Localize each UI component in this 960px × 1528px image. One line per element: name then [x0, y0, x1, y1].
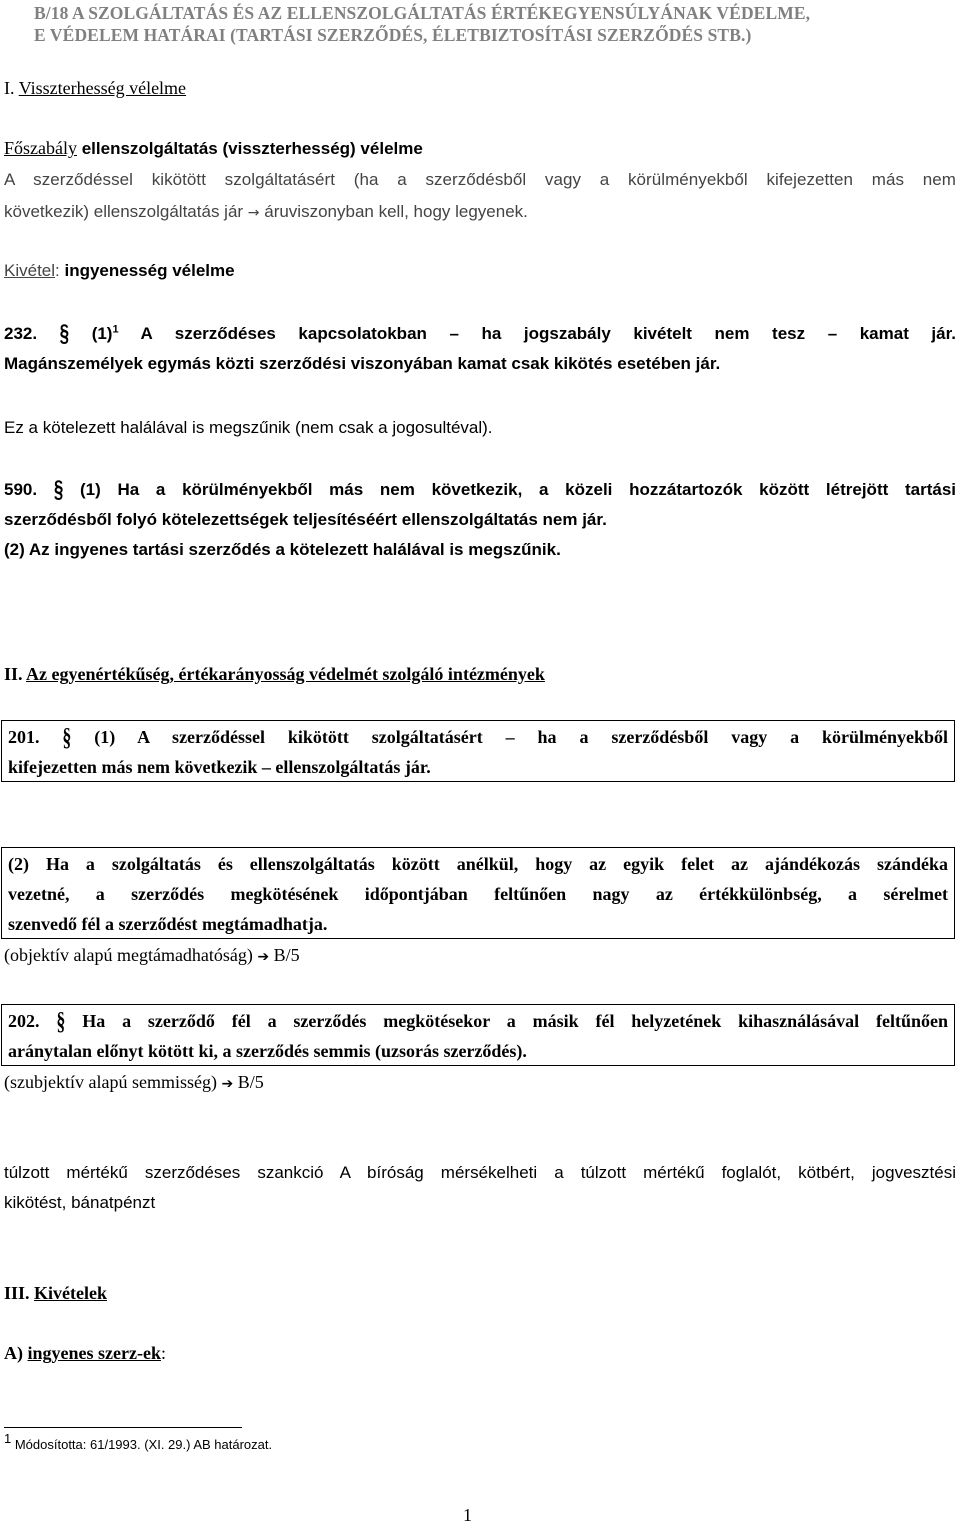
main-rule-title: ellenszolgáltatás (visszterhesség) vélelme	[76, 139, 423, 158]
section-2-heading	[4, 659, 956, 689]
penalty-line-2: kikötést, bánatpénzt	[4, 1193, 156, 1212]
paragraph-201-2-line-2: vezetné, a szerződés megkötésének időpontjában feltűnően nagy az értékkülönbség, a sérelmet	[8, 884, 948, 904]
paragraph-202-line-1	[8, 1006, 948, 1036]
main-rule-line-2	[4, 197, 956, 228]
objective-note-text: (objektív alapú megtámadhatóság)	[4, 945, 258, 965]
arrow-right-icon: ➔	[257, 949, 270, 965]
exception-colon: :	[55, 261, 60, 280]
subjective-note	[4, 1067, 956, 1099]
paragraph-202-part-a: Ha a szerződő fél a szerződés megkötésekor a másik fél helyzetének kihasználásával feltűnően	[65, 1011, 949, 1031]
paragraph-232-part-a: (1)	[69, 324, 113, 343]
section-sign-icon: §	[62, 723, 72, 751]
paragraph-201-box	[1, 720, 955, 782]
header-line-2: E VÉDELEM HATÁRAI (TARTÁSI SZERZŐDÉS, ÉLETBIZTOSÍTÁSI SZERZŐDÉS STB.)	[34, 25, 752, 45]
objective-note-ref: B/5	[269, 945, 300, 965]
footnote	[4, 1431, 273, 1452]
paragraph-201-2-box	[1, 847, 955, 939]
main-rule-label: Főszabály	[4, 138, 77, 158]
section-3-heading	[4, 1278, 956, 1308]
section-1-heading	[4, 73, 956, 103]
footnote-reference: 1	[112, 323, 119, 336]
footnote-separator	[4, 1427, 242, 1428]
paragraph-202-number: 202.	[8, 1011, 57, 1031]
section-3-title: Kivételek	[34, 1283, 107, 1303]
penalty-line-1: túlzott mértékű szerződéses szankció A bíróság mérsékelheti a túlzott mértékű foglalót, kötbért, jogvesztési	[4, 1163, 956, 1182]
subsection-a-title: ingyenes szerz-ek	[27, 1343, 161, 1363]
footnote-marker: 1	[4, 1431, 12, 1446]
running-header	[34, 2, 934, 46]
paragraph-590-line-1	[4, 475, 956, 505]
right-arrow-icon: →	[247, 205, 260, 221]
arrow-right-icon: ➔	[221, 1076, 234, 1092]
paragraph-232-line-2: Magánszemélyek egymás közti szerződési viszonyában kamat csak kikötés esetében jár.	[4, 354, 721, 373]
paragraph-202-box	[1, 1004, 955, 1066]
section-2-title: Az egyenértékűség, értékarányosság védelmét szolgáló intézmények	[26, 664, 545, 684]
section-2-number: II.	[4, 664, 23, 684]
paragraph-590-line-3: (2) Az ingyenes tartási szerződés a kötelezett halálával is megszűnik.	[4, 540, 561, 559]
section-1-title: Visszterhesség vélelme	[18, 78, 187, 98]
subsection-a-letter: A)	[4, 1343, 23, 1363]
paragraph-201-line-1	[8, 722, 948, 752]
paragraph-232-number: 232.	[4, 324, 60, 343]
paragraph-201-line-2: kifejezetten más nem következik – ellenszolgáltatás jár.	[8, 757, 431, 777]
exception-label: Kivétel	[4, 261, 56, 280]
note-death: Ez a kötelezett halálával is megszűnik (nem csak a jogosultéval).	[4, 418, 493, 437]
paragraph-232-part-b: A szerződéses kapcsolatokban – ha jogszabály kivételt nem tesz – kamat jár.	[118, 324, 956, 343]
paragraph-202-line-2: aránytalan előnyt kötött ki, a szerződés semmis (uzsorás szerződés).	[8, 1041, 527, 1061]
main-rule-heading	[4, 133, 956, 164]
main-rule-line-2b: áruviszonyban kell, hogy legyenek.	[259, 202, 528, 221]
main-rule-line-1: A szerződéssel kikötött szolgáltatásért (ha a szerződésből vagy a körülményekből kifejezetten más nem	[4, 170, 956, 189]
objective-note	[4, 940, 956, 972]
paragraph-590-line-2: szerződésből folyó kötelezettségek teljesítéséért ellenszolgáltatás nem jár.	[4, 510, 607, 529]
page-number: 1	[463, 1505, 472, 1525]
paragraph-201-number: 201.	[8, 727, 63, 747]
paragraph-201-part-a: (1) A szerződéssel kikötött szolgáltatásért – ha a szerződésből vagy a körülményekből	[71, 727, 949, 747]
section-3-number: III.	[4, 1283, 30, 1303]
subsection-a-heading	[4, 1338, 956, 1368]
paragraph-201-2-line-1: (2) Ha a szolgáltatás és ellenszolgáltatás között anélkül, hogy az egyik felet az ajándékozás szándéka	[8, 854, 948, 874]
section-1-number: I.	[4, 78, 15, 98]
exception-line	[4, 256, 956, 286]
header-line-1: B/18 A SZOLGÁLTATÁS ÉS AZ ELLENSZOLGÁLTATÁS ÉRTÉKEGYENSÚLYÁNAK VÉDELME,	[34, 3, 811, 23]
section-sign-icon: §	[53, 476, 64, 503]
paragraph-590-number: 590.	[4, 480, 54, 499]
subsection-a-colon: :	[160, 1343, 166, 1363]
paragraph-232-line-1	[4, 319, 956, 349]
section-sign-icon: §	[56, 1007, 66, 1035]
subjective-note-text: (szubjektív alapú semmisség)	[4, 1072, 222, 1092]
paragraph-201-2-line-3: szenvedő fél a szerződést megtámadhatja.	[8, 914, 328, 934]
exception-text: ingyenesség vélelme	[59, 261, 235, 280]
main-rule-line-2a: következik) ellenszolgáltatás jár	[4, 202, 248, 221]
paragraph-590-part-a: (1) Ha a körülményekből más nem következik, a közeli hozzátartozók között létrejött tartási	[63, 480, 956, 499]
footnote-text: Módosította: 61/1993. (XI. 29.) AB határozat.	[11, 1437, 273, 1452]
subjective-note-ref: B/5	[233, 1072, 264, 1092]
section-sign-icon: §	[59, 320, 70, 347]
